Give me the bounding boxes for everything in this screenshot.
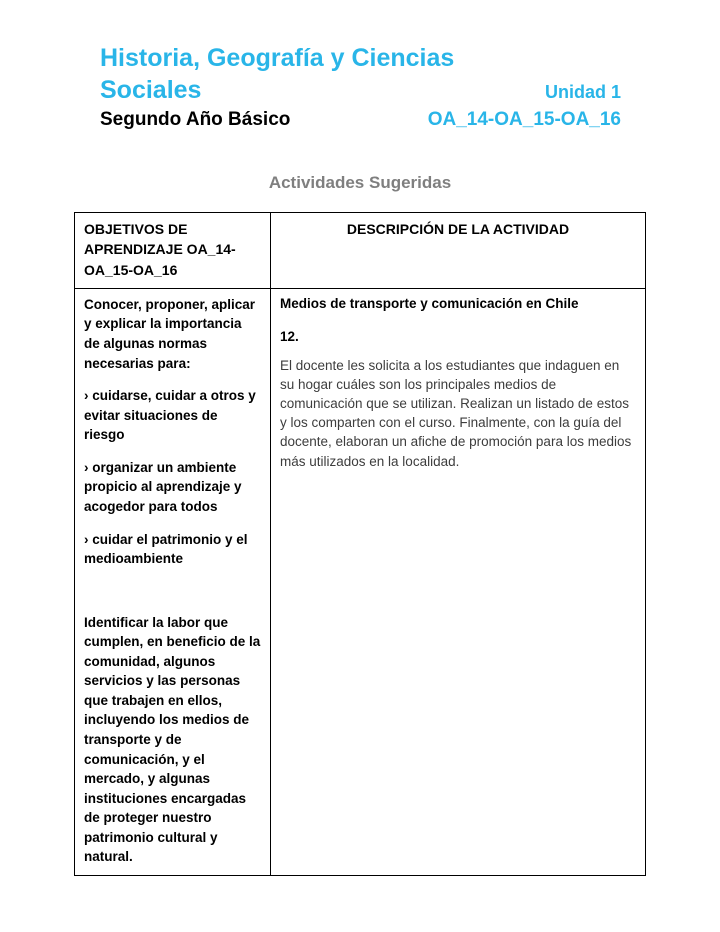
- objectives-cell: [75, 288, 271, 875]
- document-header: [0, 0, 720, 131]
- grade-label: Segundo Año Básico: [100, 109, 291, 130]
- activity-cell: [271, 288, 646, 875]
- document-title: Historia, Geografía y Ciencias Sociales: [100, 44, 455, 104]
- activity-description: El docente les solicita a los estudiantes que indaguen en su hogar cuáles son los principales medios de comunicación que se utilizan. Realizan un listado de estos y los comparten con el curso. Finalmente, con la guía del docente, elaboran un afiche de promoción para los medios más utilizados en la localidad.: [280, 357, 632, 469]
- table-header-row: [75, 213, 646, 289]
- table-body-row: [75, 288, 646, 875]
- activity-column-header: DESCRIPCIÓN DE LA ACTIVIDAD: [271, 213, 646, 289]
- objectives-intro: Conocer, proponer, aplicar y explicar la importancia de algunas normas necesarias para:: [84, 296, 256, 371]
- unit-label: Unidad 1: [544, 82, 621, 102]
- oa-codes-label: OA_14-OA_15-OA_16: [427, 109, 621, 130]
- activity-title: Medios de transporte y comunicación en Chile: [280, 295, 579, 311]
- objectives-bullet-3: › cuidar el patrimonio y el medioambiente: [84, 531, 248, 567]
- objectives-bullet-2: › organizar un ambiente propicio al aprendizaje y acogedor para todos: [84, 459, 242, 514]
- subtitle-row: [100, 109, 621, 131]
- activity-number: 12.: [280, 328, 299, 344]
- title-row: [100, 42, 621, 106]
- objectives-column-header: OBJETIVOS DE APRENDIZAJE OA_14-OA_15-OA_16: [75, 213, 271, 289]
- section-title: Actividades Sugeridas: [268, 173, 452, 192]
- activities-table: [74, 212, 646, 876]
- objectives-bullet-1: › cuidarse, cuidar a otros y evitar situaciones de riesgo: [84, 388, 256, 443]
- objectives-second-paragraph: Identificar la labor que cumplen, en beneficio de la comunidad, algunos servicios y las personas que trabajen en ellos, incluyendo los medios de transporte y de comunicación, y el mercado, y algunas instituciones encargadas de proteger nuestro patrimonio cultural y natural.: [84, 614, 261, 865]
